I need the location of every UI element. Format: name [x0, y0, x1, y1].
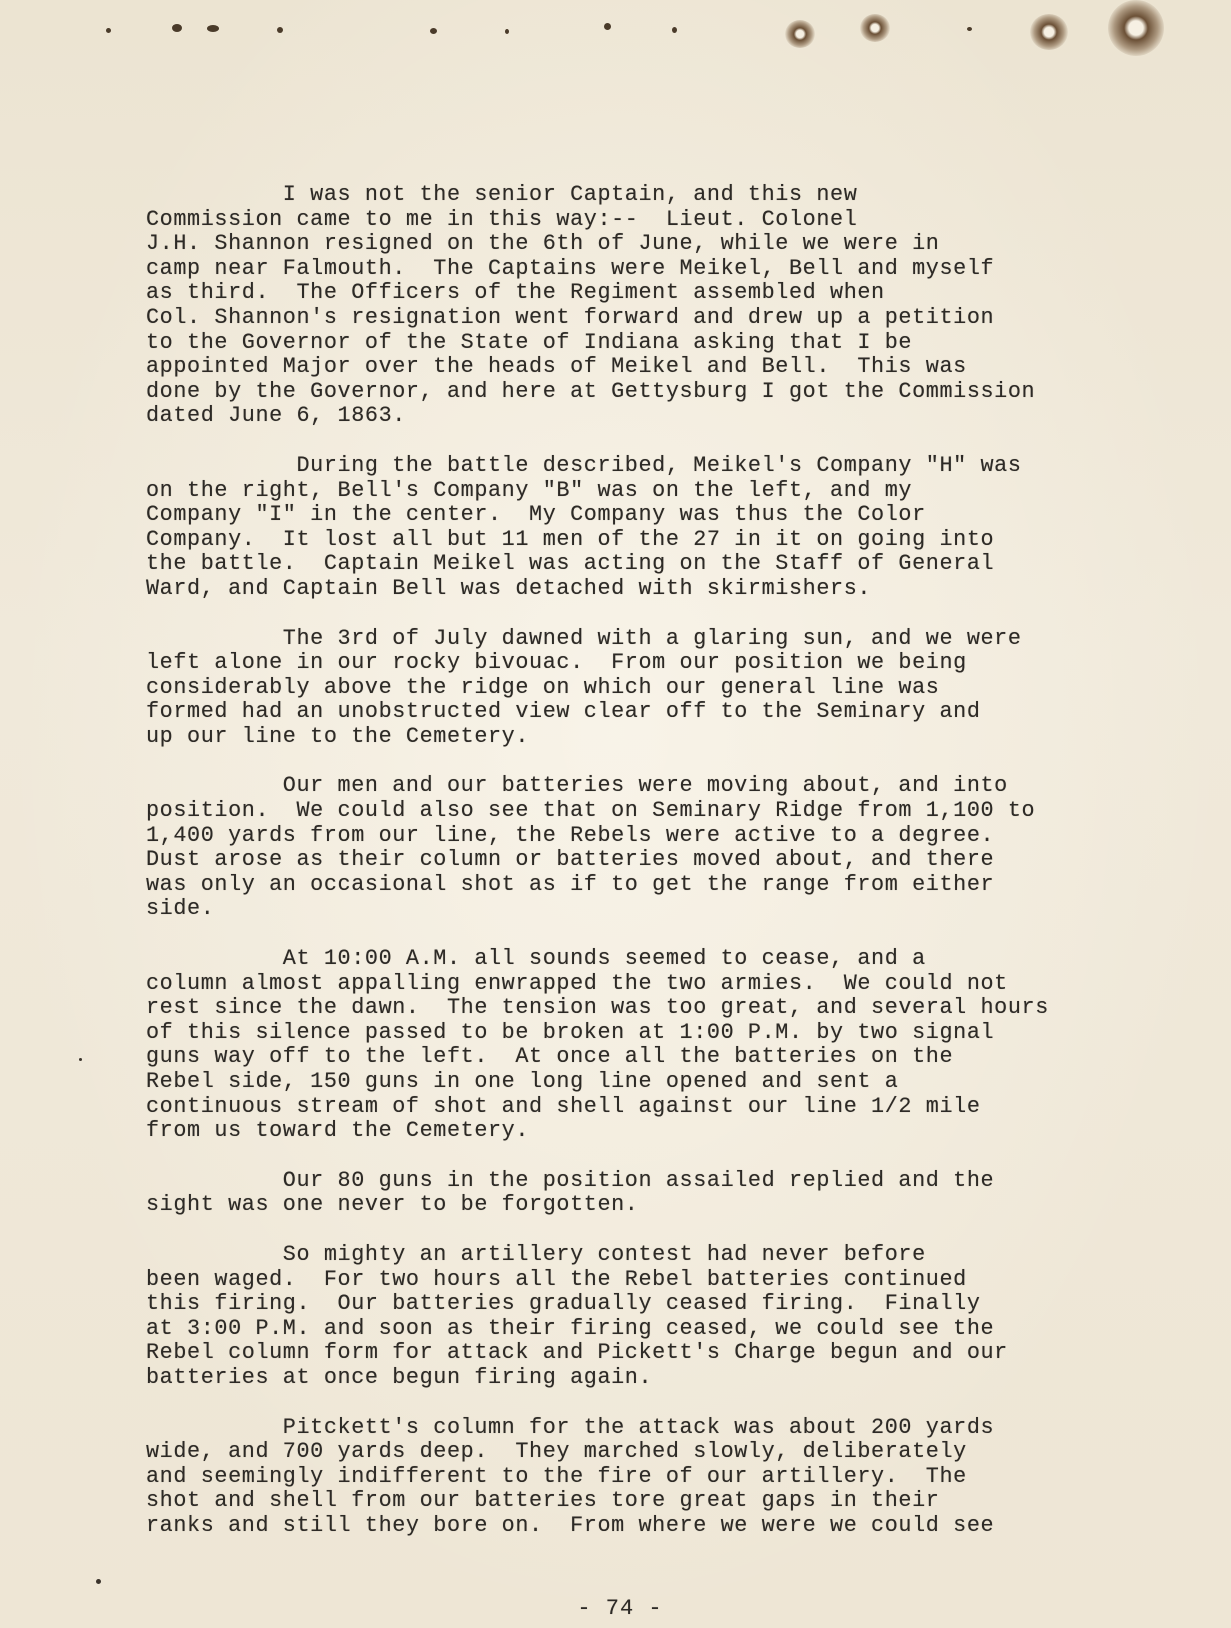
paragraph: [146, 947, 1136, 1144]
text-line: this firing. Our batteries gradually ceased firing. Finally: [146, 1291, 981, 1317]
text-line: batteries at once begun firing again.: [146, 1364, 653, 1390]
paragraph: [146, 454, 1136, 602]
text-line: to the Governor of the State of Indiana asking that I be: [146, 329, 913, 355]
punch-hole: [207, 25, 219, 32]
text-line: appointed Major over the heads of Meikel and Bell. This was: [146, 354, 967, 380]
text-line: position. We could also see that on Seminary Ridge from 1,100 to: [146, 798, 1036, 824]
text-line: continuous stream of shot and shell against our line 1/2 mile: [146, 1093, 981, 1119]
punched-edge: [0, 0, 1231, 60]
text-line: Rebel side, 150 guns in one long line opened and sent a: [146, 1069, 899, 1094]
text-line: the battle. Captain Meikel was acting on the Staff of General: [146, 551, 995, 577]
text-line: The 3rd of July dawned with a glaring sun, and we were: [146, 625, 1022, 651]
text-line: left alone in our rocky bivouac. From our position we being: [146, 650, 967, 676]
text-line: considerably above the ridge on which our general line was: [146, 674, 940, 700]
text-line: sight was one never to be forgotten.: [146, 1192, 639, 1218]
text-line: at 3:00 P.M. and soon as their firing ceased, we could see the: [146, 1315, 995, 1341]
text-line: During the battle described, Meikel's Company "H" was: [146, 452, 1022, 478]
text-line: Company "I" in the center. My Company was thus the Color: [146, 502, 926, 528]
text-line: At 10:00 A.M. all sounds seemed to cease, and a: [146, 946, 926, 972]
punch-hole: [277, 27, 283, 33]
text-line: wide, and 700 yards deep. They marched slowly, deliberately: [146, 1439, 967, 1465]
text-line: Dust arose as their column or batteries moved about, and there: [146, 847, 995, 873]
text-line: guns way off to the left. At once all the batteries on the: [146, 1044, 954, 1070]
text-line: Rebel column form for attack and Pickett's Charge begun and our: [146, 1340, 1008, 1366]
punch-hole: [785, 20, 815, 48]
body-text: [146, 183, 1136, 1564]
text-line: from us toward the Cemetery.: [146, 1118, 530, 1144]
text-line: as third. The Officers of the Regiment assembled when: [146, 280, 885, 306]
punch-hole: [604, 23, 611, 30]
text-line: been waged. For two hours all the Rebel batteries continued: [146, 1266, 967, 1292]
punch-hole: [1108, 0, 1164, 56]
paragraph: [146, 1243, 1136, 1391]
punch-hole: [1030, 14, 1068, 50]
text-line: Ward, and Captain Bell was detached with skirmishers.: [146, 575, 872, 601]
text-line: Our 80 guns in the position assailed replied and the: [146, 1167, 995, 1193]
page-number: - 74 -: [577, 1596, 663, 1621]
text-line: up our line to the Cemetery.: [146, 723, 530, 749]
text-line: Company. It lost all but 11 men of the 27 in it on going into: [146, 526, 995, 552]
margin-speck: [79, 1058, 82, 1061]
text-line: done by the Governor, and here at Gettysburg I got the Commission: [146, 378, 1036, 404]
punch-hole: [967, 27, 972, 31]
text-line: Pitckett's column for the attack was about 200 yards: [146, 1414, 995, 1440]
punch-hole: [106, 28, 111, 33]
margin-speck: [96, 1579, 101, 1584]
text-line: shot and shell from our batteries tore great gaps in their: [146, 1488, 940, 1514]
punch-hole: [672, 27, 677, 33]
text-line: Our men and our batteries were moving about, and into: [146, 773, 1008, 799]
text-line: 1,400 yards from our line, the Rebels were active to a degree.: [146, 822, 995, 848]
text-line: Commission came to me in this way:-- Lieut. Colonel: [146, 206, 858, 232]
punch-hole: [430, 28, 437, 34]
punch-hole: [172, 24, 182, 32]
text-line: of this silence passed to be broken at 1:00 P.M. by two signal: [146, 1019, 995, 1045]
text-line: J.H. Shannon resigned on the 6th of June, while we were in: [146, 231, 940, 257]
paragraph: [146, 774, 1136, 922]
paragraph: [146, 183, 1136, 429]
paragraph: [146, 1416, 1136, 1539]
paragraph: [146, 627, 1136, 750]
text-line: and seemingly indifferent to the fire of our artillery. The: [146, 1463, 967, 1489]
text-line: on the right, Bell's Company "B" was on the left, and my: [146, 477, 913, 503]
text-line: So mighty an artillery contest had never before: [146, 1241, 926, 1267]
paragraph: [146, 1169, 1136, 1218]
text-line: Col. Shannon's resignation went forward and drew up a petition: [146, 304, 995, 330]
punch-hole: [505, 29, 509, 34]
text-line: was only an occasional shot as if to get the range from either: [146, 871, 995, 897]
text-line: camp near Falmouth. The Captains were Meikel, Bell and myself: [146, 255, 995, 281]
text-line: side.: [146, 896, 215, 922]
text-line: formed had an unobstructed view clear off to the Seminary and: [146, 699, 981, 725]
text-line: dated June 6, 1863.: [146, 403, 406, 429]
text-line: ranks and still they bore on. From where we were we could see: [146, 1512, 995, 1538]
text-line: rest since the dawn. The tension was too great, and several hours: [146, 995, 1049, 1021]
text-line: I was not the senior Captain, and this new: [146, 182, 858, 207]
punch-hole: [860, 14, 890, 42]
text-line: column almost appalling enwrapped the two armies. We could not: [146, 970, 1008, 996]
